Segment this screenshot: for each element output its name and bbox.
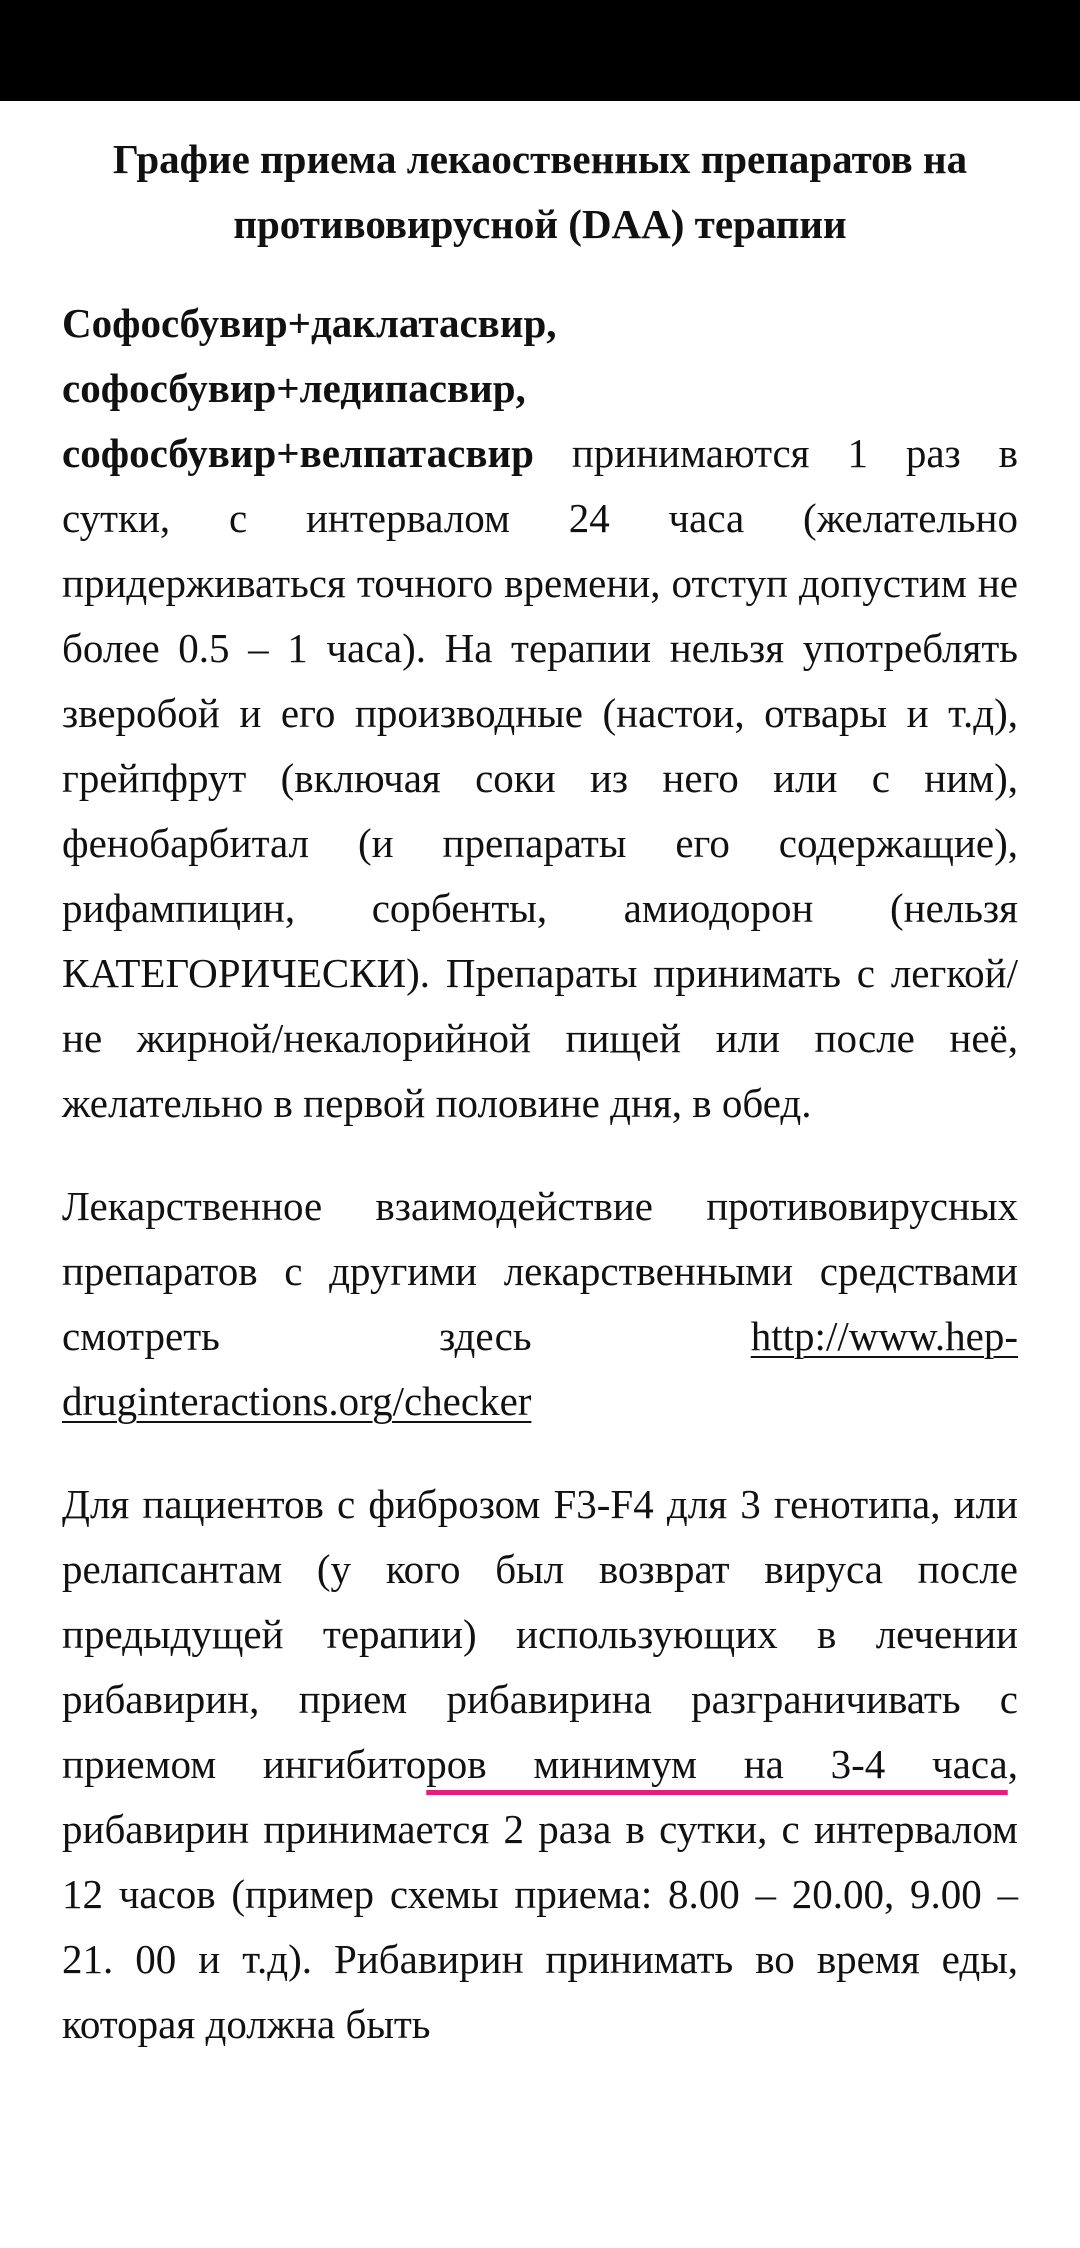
document-page (62, 101, 1018, 2057)
dosing-text: принимаются 1 раз в сутки, с интервалом 24 часа (желательно придерживаться точного времени, отступ допустим не более 0.5 – 1 часа). На терапии нельзя употреблять зверобой и его производные (настои, отвары и т.д), грейпфрут (включая соки из него или с ним), фенобарбитал (и препараты его содержащие), рифампицин, сорбенты, амиодорон (нельзя КАТЕГОРИЧЕСКИ). Препараты принимать с легкой/не жирной/некалорийной пищей или после неё, желательно в первой половине дня, в обед. (62, 430, 1018, 1126)
paragraph-interactions (62, 1174, 1018, 1434)
drug-name-3: софосбувир+велпатасвир (62, 430, 534, 476)
ribavirin-text-part2: , рибавирин принимается 2 раза в сутки, с интервалом 12 часов (пример схемы приема: 8.00 – 20.00, 9.00 – 21. 00 и т.д). Рибавирин принимать во время еды, которая должна быть (62, 1741, 1018, 2047)
top-status-bar (0, 0, 1080, 101)
document-title (62, 127, 1018, 257)
paragraph-dosing (62, 291, 1018, 1136)
ribavirin-text-part1: Для пациентов с фиброзом F3-F4 для 3 генотипа, или релапсантам (у кого был возврат вируса после предыдущей терапии) использующих в лечении рибавирин, прием рибавирина разграничивать с приемом ингибито (62, 1481, 1018, 1787)
highlighted-text: ров минимум на 3-4 часа (426, 1741, 1008, 1787)
title-line-2: противовирусной (DAA) терапии (233, 201, 847, 247)
drug-name-1: Софосбувир+даклатасвир, (62, 300, 557, 346)
drug-name-2: софосбувир+ледипасвир, (62, 365, 526, 411)
interactions-text: Лекарственное взаимодействие противовирусных препаратов с другими лекарственными средствами смотреть здесь (62, 1183, 1018, 1359)
title-line-1: Графие приема лекаоственных препаратов на (112, 136, 968, 182)
paragraph-ribavirin (62, 1472, 1018, 2057)
interactions-link[interactable]: http://www.hep-druginteractions.org/checker (62, 1313, 1018, 1424)
